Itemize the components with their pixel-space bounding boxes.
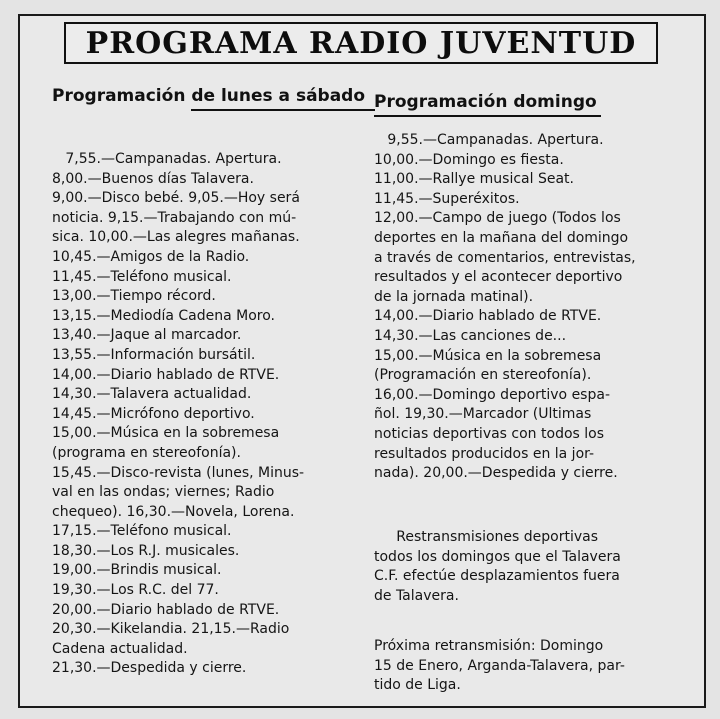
schedule-line: 14,00.—Diario hablado de RTVE. bbox=[374, 308, 602, 325]
schedule-line: 18,30.—Los R.J. musicales. bbox=[52, 542, 240, 559]
schedule-line: 19,00.—Brindis musical. bbox=[52, 562, 222, 579]
schedule-line: 13,55.—Información bursátil. bbox=[52, 346, 256, 363]
note-line: tido de Liga. bbox=[374, 677, 461, 694]
schedule-line: 19,30.—Los R.C. del 77. bbox=[52, 582, 219, 599]
schedule-line: 15,00.—Música en la sobremesa bbox=[374, 347, 602, 364]
schedule-line: ñol. 19,30.—Marcador (Ultimas bbox=[374, 406, 592, 423]
sunday-heading: Programación domingo bbox=[374, 90, 601, 117]
schedule-line: 10,00.—Domingo es fiesta. bbox=[374, 151, 564, 168]
schedule-line: nada). 20,00.—Despedida y cierre. bbox=[374, 465, 618, 482]
schedule-line: 15,45.—Disco-revista (lunes, Minus- bbox=[52, 464, 305, 481]
schedule-line: noticias deportivas con todos los bbox=[374, 425, 605, 442]
schedule-line: resultados y el acontecer deportivo bbox=[374, 269, 623, 286]
note-line: Próxima retransmisión: Domingo bbox=[374, 638, 604, 654]
schedule-line: (programa en stereofonía). bbox=[52, 444, 241, 461]
schedule-line: a través de comentarios, entrevistas, bbox=[374, 249, 636, 266]
schedule-line: 21,30.—Despedida y cierre. bbox=[52, 660, 247, 677]
schedule-line: deportes en la mañana del domingo bbox=[374, 229, 629, 246]
schedule-line: 17,15.—Teléfono musical. bbox=[52, 523, 232, 540]
broadcast-note bbox=[374, 528, 692, 606]
schedule-line: 9,55.—Campanadas. Apertura. bbox=[374, 132, 604, 148]
schedule-line: resultados producidos en la jor- bbox=[374, 445, 595, 462]
schedule-line: val en las ondas; viernes; Radio bbox=[52, 484, 275, 501]
note-line: Restransmisiones deportivas bbox=[374, 529, 598, 545]
note-line: 15 de Enero, Arganda-Talavera, par- bbox=[374, 657, 625, 674]
weekday-heading-line2: de lunes a sábado bbox=[191, 84, 375, 111]
schedule-line: 7,55.—Campanadas. Apertura. bbox=[52, 151, 282, 167]
schedule-line: 14,45.—Micrófono deportivo. bbox=[52, 405, 255, 422]
schedule-line: 13,00.—Tiempo récord. bbox=[52, 288, 216, 305]
schedule-line: 11,00.—Rallye musical Seat. bbox=[374, 171, 574, 188]
schedule-line: chequeo). 16,30.—Novela, Lorena. bbox=[52, 503, 295, 520]
schedule-line: 14,00.—Diario hablado de RTVE. bbox=[52, 366, 280, 383]
schedule-line: (Programación en stereofonía). bbox=[374, 367, 592, 384]
weekday-heading bbox=[52, 84, 375, 111]
schedule-line: 12,00.—Campo de juego (Todos los bbox=[374, 210, 621, 227]
note-line: de Talavera. bbox=[374, 587, 459, 604]
title-box bbox=[64, 22, 658, 64]
sunday-schedule bbox=[374, 131, 692, 484]
schedule-line: 13,15.—Mediodía Cadena Moro. bbox=[52, 307, 275, 324]
schedule-line: 8,00.—Buenos días Talavera. bbox=[52, 170, 254, 187]
weekday-schedule bbox=[52, 150, 344, 679]
schedule-line: 15,00.—Música en la sobremesa bbox=[52, 425, 280, 442]
schedule-line: 10,45.—Amigos de la Radio. bbox=[52, 248, 250, 265]
schedule-line: de la jornada matinal). bbox=[374, 288, 534, 305]
schedule-line: 13,40.—Jaque al marcador. bbox=[52, 327, 242, 344]
schedule-line: noticia. 9,15.—Trabajando con mú- bbox=[52, 209, 297, 226]
schedule-line: Cadena actualidad. bbox=[52, 640, 188, 657]
schedule-line: 9,00.—Disco bebé. 9,05.—Hoy será bbox=[52, 190, 300, 207]
schedule-line: 14,30.—Las canciones de... bbox=[374, 327, 567, 344]
note-line: todos los domingos que el Talavera bbox=[374, 548, 621, 565]
note-line: C.F. efectúe desplazamientos fuera bbox=[374, 568, 620, 585]
schedule-line: 11,45.—Superéxitos. bbox=[374, 190, 520, 207]
next-broadcast-note bbox=[374, 637, 692, 696]
weekday-heading-line1: Programación bbox=[52, 86, 186, 106]
schedule-line: 20,30.—Kikelandia. 21,15.—Radio bbox=[52, 621, 290, 638]
schedule-line: 20,00.—Diario hablado de RTVE. bbox=[52, 601, 280, 618]
schedule-line: 11,45.—Teléfono musical. bbox=[52, 268, 232, 285]
schedule-line: 14,30.—Talavera actualidad. bbox=[52, 386, 252, 403]
page-title: PROGRAMA RADIO JUVENTUD bbox=[85, 25, 637, 61]
schedule-line: sica. 10,00.—Las alegres mañanas. bbox=[52, 229, 300, 246]
schedule-line: 16,00.—Domingo deportivo espa- bbox=[374, 386, 610, 403]
